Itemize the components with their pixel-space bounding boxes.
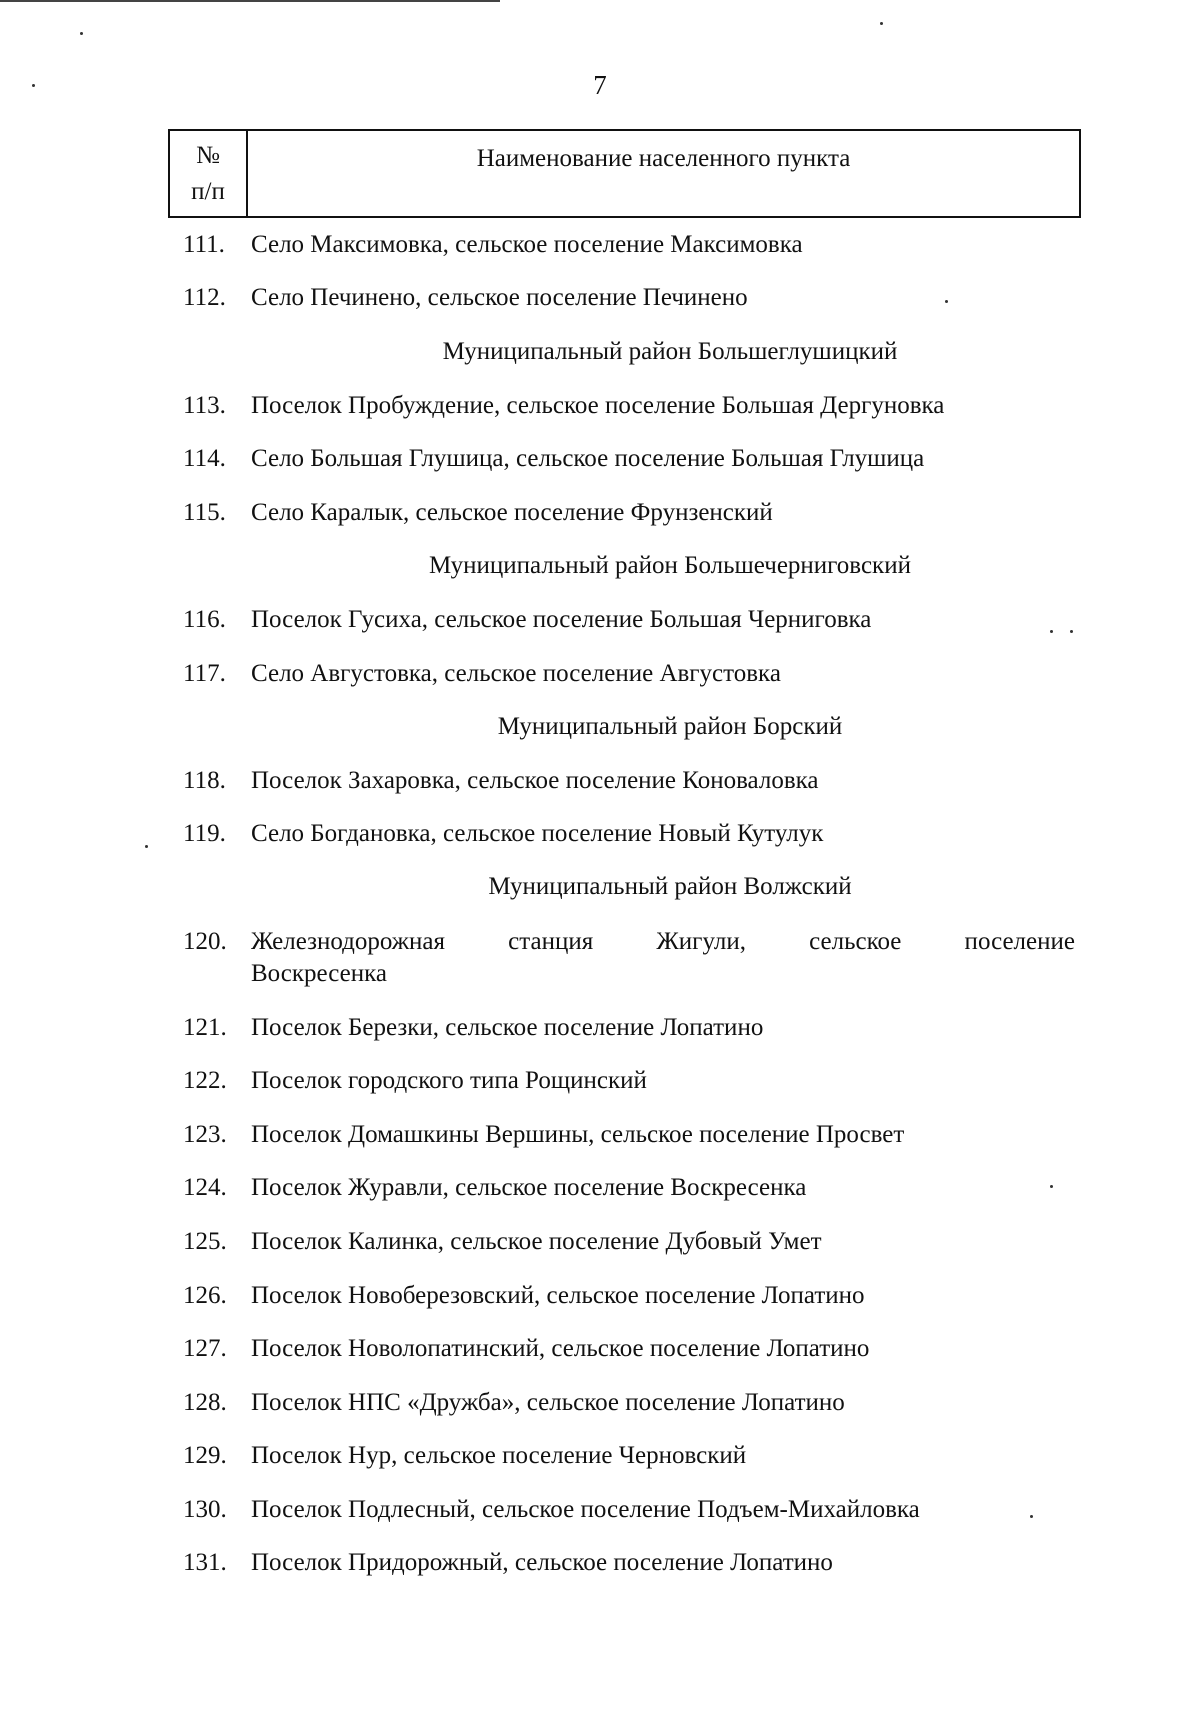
list-item — [183, 1440, 1075, 1472]
list-item — [183, 443, 1075, 475]
list-item — [183, 229, 1075, 261]
item-text: Село Максимовка, сельское поселение Максимовка — [251, 231, 803, 258]
item-number: 114. — [183, 445, 226, 472]
item-number: 122. — [183, 1067, 227, 1094]
item-number: 121. — [183, 1014, 227, 1041]
list-item — [183, 658, 1075, 690]
item-number: 118. — [183, 767, 226, 794]
item-number: 116. — [183, 606, 226, 633]
header-number-abbrev: п/п — [191, 177, 225, 205]
scan-speck — [1050, 630, 1053, 633]
item-text: Поселок Гусиха, сельское поселение Большая Черниговка — [251, 606, 872, 633]
list-item — [183, 1547, 1075, 1579]
item-text: Село Богдановка, сельское поселение Новый Кутулук — [251, 820, 824, 847]
item-number: 112. — [183, 284, 226, 311]
item-text: Поселок Калинка, сельское поселение Дубовый Умет — [251, 1228, 822, 1255]
item-number: 113. — [183, 392, 226, 419]
item-text: Поселок Подлесный, сельское поселение Подъем-Михайловка — [251, 1496, 920, 1523]
item-text: Поселок Березки, сельское поселение Лопатино — [251, 1014, 764, 1041]
item-text: Поселок Захаровка, сельское поселение Коноваловка — [251, 767, 819, 794]
list-item — [183, 604, 1075, 636]
scan-speck — [1030, 1515, 1033, 1518]
header-number-symbol: № — [196, 141, 220, 169]
list-item — [183, 818, 1075, 850]
item-text: Поселок городского типа Рощинский — [251, 1067, 647, 1094]
scan-speck — [32, 84, 35, 87]
item-number: 115. — [183, 499, 226, 526]
list-item — [183, 1333, 1075, 1365]
item-number: 129. — [183, 1442, 227, 1469]
item-number: 120. — [183, 928, 227, 955]
list-item — [183, 497, 1075, 529]
item-number: 117. — [183, 660, 226, 687]
scan-speck — [945, 300, 948, 303]
item-number: 119. — [183, 820, 226, 847]
district-heading: Муниципальный район Большечерниговский — [429, 552, 911, 579]
list-item-continuation — [183, 958, 1075, 990]
item-text: Село Августовка, сельское поселение Августовка — [251, 660, 781, 687]
item-number: 128. — [183, 1389, 227, 1416]
district-heading: Муниципальный район Борский — [497, 713, 843, 740]
scan-speck — [1070, 630, 1073, 633]
item-text: Поселок Домашкины Вершины, сельское поселение Просвет — [251, 1121, 905, 1148]
item-text: Поселок Нур, сельское поселение Черновский — [251, 1442, 747, 1469]
item-number: 125. — [183, 1228, 227, 1255]
item-text: Поселок Пробуждение, сельское поселение Большая Дергуновка — [251, 392, 945, 419]
scan-speck — [1050, 1185, 1053, 1188]
item-text: Поселок Новолопатинский, сельское поселение Лопатино — [251, 1335, 870, 1362]
item-number: 124. — [183, 1174, 227, 1201]
list-item — [183, 1065, 1075, 1097]
item-number: 127. — [183, 1335, 227, 1362]
list-item — [183, 390, 1075, 422]
item-text: Село Каралык, сельское поселение Фрунзенский — [251, 499, 773, 526]
item-text: Село Большая Глушица, сельское поселение Большая Глушица — [251, 445, 925, 472]
list-item — [183, 765, 1075, 797]
list-item — [183, 282, 1075, 314]
district-heading: Муниципальный район Волжский — [488, 873, 852, 900]
scan-speck — [145, 845, 148, 848]
item-text: Поселок НПС «Дружба», сельское поселение Лопатино — [251, 1389, 845, 1416]
list-item — [183, 1226, 1075, 1258]
item-text-line1: Железнодорожная станция Жигули, сельское поселение — [251, 928, 1075, 955]
item-number: 130. — [183, 1496, 227, 1523]
list-item — [183, 1494, 1075, 1526]
scan-speck — [80, 32, 83, 35]
list-item — [183, 1012, 1075, 1044]
list-item — [183, 1280, 1075, 1312]
item-number: 111. — [183, 231, 225, 258]
item-text: Поселок Новоберезовский, сельское поселение Лопатино — [251, 1282, 865, 1309]
list-item — [183, 926, 1075, 958]
item-text: Поселок Журавли, сельское поселение Воскресенка — [251, 1174, 807, 1201]
district-heading: Муниципальный район Большеглушицкий — [442, 338, 898, 365]
item-number: 131. — [183, 1549, 227, 1576]
header-name-label: Наименование населенного пункта — [476, 145, 851, 172]
item-number: 126. — [183, 1282, 227, 1309]
item-text: Село Печинено, сельское поселение Печинено — [251, 284, 748, 311]
item-number: 123. — [183, 1121, 227, 1148]
list-item — [183, 1119, 1075, 1151]
item-text: Поселок Придорожный, сельское поселение Лопатино — [251, 1549, 833, 1576]
list-item — [183, 1387, 1075, 1419]
page-number: 7 — [593, 70, 607, 100]
item-text-line2: Воскресенка — [251, 960, 387, 987]
scan-speck — [880, 22, 883, 25]
list-item — [183, 1172, 1075, 1204]
